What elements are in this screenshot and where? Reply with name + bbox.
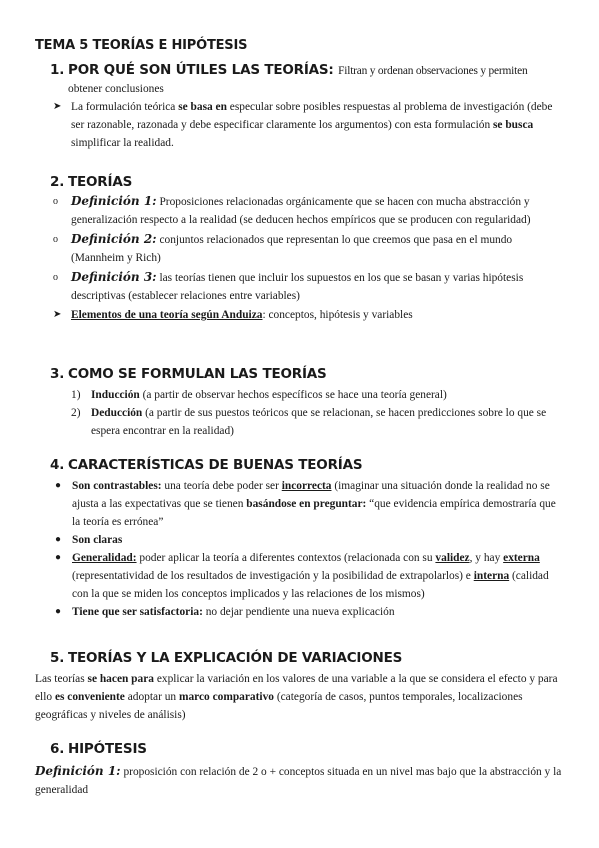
dot-bullet-icon: ● xyxy=(55,534,62,545)
text-run: (representatividad de los resultados de investigación y la posibilidad de extrapolarlos) e xyxy=(72,570,474,582)
section-1-text: Filtran y ordenan observaciones y permiten xyxy=(338,65,528,77)
text-run: La formulación teórica xyxy=(71,101,179,113)
text-run: simplificar la realidad. xyxy=(71,137,174,149)
bullet-item xyxy=(55,531,563,549)
section-4-title: CARACTERÍSTICAS DE BUENAS TEORÍAS xyxy=(68,457,363,473)
section-2-list xyxy=(53,192,563,324)
definition-text: las teorías tienen que incluir los supuestos en los que se basan y varias hipótesis descriptivas (establecer relaciones entre variables) xyxy=(71,272,524,302)
text-run: adoptar un xyxy=(124,691,179,703)
elements-label: Elementos de una teoría según Anduiza xyxy=(71,309,263,321)
bullet-item xyxy=(55,477,563,531)
section-6-number: 6. xyxy=(50,741,65,757)
text-run: Las teorías xyxy=(35,673,88,685)
section-6-title: HIPÓTESIS xyxy=(68,741,147,757)
section-4-number: 4. xyxy=(50,457,65,473)
definition-item xyxy=(53,230,563,267)
text-run: (imaginar una situación donde la realidad no se ajusta a las expectativas que se tienen xyxy=(72,480,550,510)
dot-bullet-icon: ● xyxy=(55,606,62,617)
circle-bullet-icon: o xyxy=(53,234,58,245)
circle-bullet-icon: o xyxy=(53,196,58,207)
definition-item xyxy=(53,268,563,305)
definition-label: Definición 3: xyxy=(71,270,157,284)
elements-item xyxy=(53,306,563,324)
elements-text: : conceptos, hipótesis y variables xyxy=(262,309,413,321)
section-6-definition xyxy=(35,762,567,799)
section-1-text-continued: obtener conclusiones xyxy=(68,83,164,95)
bold-run: es conveniente xyxy=(54,691,125,703)
list-item xyxy=(71,386,563,404)
list-item xyxy=(71,404,563,440)
section-3-list xyxy=(71,386,563,440)
section-5-paragraph xyxy=(35,670,567,724)
bold-run: se basa en xyxy=(178,101,227,113)
section-1-heading xyxy=(50,62,527,80)
document-title: TEMA 5 TEORÍAS E HIPÓTESIS xyxy=(35,38,248,53)
section-2-heading xyxy=(50,174,132,190)
section-4-heading xyxy=(50,457,362,473)
definition-label: Definición 1: xyxy=(35,764,121,778)
section-5-heading xyxy=(50,650,402,666)
item-text: (a partir de observar hechos específicos se hace una teoría general) xyxy=(139,389,447,401)
text-run: , y hay xyxy=(469,552,504,564)
bullet-label: Tiene que ser satisfactoria: xyxy=(72,606,203,618)
section-3-title: COMO SE FORMULAN LAS TEORÍAS xyxy=(68,366,327,382)
bullet-label: Son claras xyxy=(72,534,123,546)
definition-item xyxy=(53,192,563,229)
circle-bullet-icon: o xyxy=(53,272,58,283)
section-5-number: 5. xyxy=(50,650,65,666)
text-run: poder aplicar la teoría a diferentes contextos (relacionada con su xyxy=(136,552,436,564)
item-label: Deducción xyxy=(91,407,143,419)
bold-run: basándose en preguntar: xyxy=(246,498,367,510)
section-2-title: TEORÍAS xyxy=(68,174,133,190)
definition-text: conjuntos relacionados que representan lo que creemos que pasa en el mundo (Mannheim y Rich) xyxy=(71,234,513,264)
text-run: explicar la variación en los valores de una variable a la que se considera el efecto y para ello xyxy=(35,673,558,703)
section-4-list xyxy=(55,477,563,621)
section-6-heading xyxy=(50,741,147,757)
underlined-run: incorrecta xyxy=(281,480,332,492)
bullet-item xyxy=(55,549,563,603)
list-number: 1) xyxy=(71,389,81,401)
definition-text: proposición con relación de 2 o + conceptos situada en un nivel mas bajo que la abstracción y la generalidad xyxy=(35,766,562,796)
underlined-run: validez xyxy=(435,552,470,564)
underlined-run: interna xyxy=(473,570,510,582)
section-5-title: TEORÍAS Y LA EXPLICACIÓN DE VARIACIONES xyxy=(68,650,403,666)
section-2-number: 2. xyxy=(50,174,65,190)
item-label: Inducción xyxy=(91,389,140,401)
section-1-arrow-item xyxy=(53,98,563,152)
text-run: (categoría de casos, puntos temporales, localizaciones geográficas y niveles de análisis) xyxy=(35,691,523,721)
item-text: (a partir de sus puestos teóricos que se relacionan, se hacen predicciones sobre lo que se espera encontrar en la realidad) xyxy=(91,407,547,437)
dot-bullet-icon: ● xyxy=(55,552,62,563)
list-number: 2) xyxy=(71,407,81,419)
bullet-label: Son contrastables: xyxy=(72,480,162,492)
text-run: “que evidencia empírica demostraría que la teoría es errónea” xyxy=(72,498,556,528)
arrow-bullet-icon: ➤ xyxy=(53,309,62,320)
text-run: no dejar pendiente una nueva explicación xyxy=(202,606,395,618)
section-1-title: POR QUÉ SON ÚTILES LAS TEORÍAS: xyxy=(68,62,334,78)
dot-bullet-icon: ● xyxy=(55,480,62,491)
section-1-number: 1. xyxy=(50,62,65,78)
text-run: (calidad con la que se miden los conceptos implicados y las relaciones de los mismos) xyxy=(72,570,549,600)
bold-run: se hacen para xyxy=(87,673,154,685)
section-3-number: 3. xyxy=(50,366,65,382)
bold-run: marco comparativo xyxy=(178,691,274,703)
arrow-bullet-icon: ➤ xyxy=(53,101,62,112)
text-run: una teoría debe poder ser xyxy=(161,480,282,492)
definition-text: Proposiciones relacionadas orgánicamente que se hacen con mucha abstracción y generalización respecto a la realidad (se deducen hechos empíricos que se producen con regularidad) xyxy=(71,196,531,226)
bullet-label: Generalidad: xyxy=(72,552,137,564)
underlined-run: externa xyxy=(503,552,540,564)
bullet-item xyxy=(55,603,563,621)
section-3-heading xyxy=(50,366,327,382)
text-run: especular sobre posibles respuestas al problema de investigación (debe ser razonable, razonada y debe especificar claramente los argumentos) con esta formulación xyxy=(71,101,553,131)
bold-run: se busca xyxy=(493,119,534,131)
definition-label: Definición 1: xyxy=(71,194,157,208)
definition-label: Definición 2: xyxy=(71,232,157,246)
